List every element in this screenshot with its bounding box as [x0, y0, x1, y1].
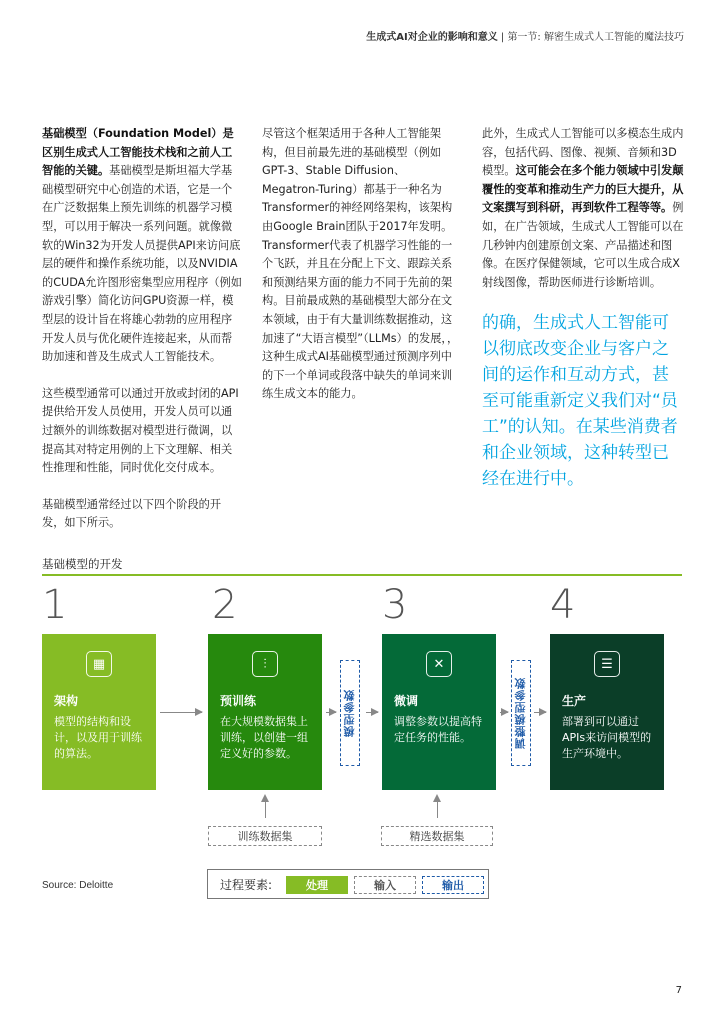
stage-box-production [550, 634, 664, 790]
stage-title: 架构 [54, 694, 79, 708]
input-box: 精选数据集 [381, 826, 493, 846]
legend-input: 输入 [354, 876, 416, 894]
stage-box-architecture [42, 634, 156, 790]
legend-output: 输出 [422, 876, 484, 894]
stage-number: 4 [550, 582, 576, 628]
source-note: Source: Deloitte [42, 880, 114, 891]
header-section: 第一节: 解密生成式人工智能的魔法技巧 [507, 32, 684, 43]
paragraph [482, 125, 684, 292]
paragraph: 基础模型通常经过以下四个阶段的开发，如下所示。 [42, 497, 222, 530]
paragraph: 这些模型通常可以通过开放或封闭的API提供给开发人员使用，开发人员可以通过额外的训练数据对模型进行微调，以提高其对特定用例的上下文理解、相关性推理和性能，同时优化交付成本。 [42, 386, 239, 475]
paragraph-text: 基础模型是斯坦福大学基础模型研究中心创造的术语，它是一个在广泛数据集上预先训练的机器学习模型，可以用于解决一系列问题。就像微软的Win32为开发人员提供API来访问底层的硬件和操作系统功能，以及NVIDIA的CUDA允许图形密集型应用程序（例如游戏引擎）简化访问GPU资源一样，模型层的设计旨在将雄心勃勃的应用程序开发人员与优化硬件连接起来，从而帮助加速和普及生成式人工智能技术。 [42, 164, 242, 364]
running-header [366, 28, 684, 43]
stage-title: 生产 [562, 694, 587, 708]
paragraph-text: 例如，在广告领域，生成式人工智能可以在几秒钟内创建原创文案、产品描述和图像。在医疗保健领域，它可以生成合成X射线图像，帮助医师进行诊断培训。 [482, 201, 684, 289]
sliders-icon: ⫶ [252, 651, 278, 677]
paragraph [42, 125, 242, 367]
text-column-2 [262, 125, 460, 422]
flow-arrow [500, 712, 508, 713]
header-chapter: 生成式AI对企业的影响和意义 [366, 32, 498, 43]
stage-description: 部署到可以通过APIs来访问模型的生产环境中。 [562, 715, 652, 760]
output-text: 调整模型参数 [514, 677, 527, 749]
flow-arrow [326, 712, 336, 713]
page-number: 7 [675, 985, 682, 996]
paragraph: 尽管这个框架适用于各种人工智能架构，但目前最先进的基础模型（例如GPT-3、Stable Diffusion、Megatron-Turing）都基于一种名为Transformer的神经网络架构，该架构由Google Brain团队于2017年发明。Transformer代表了机器学习性能的一个飞跃，并且在分配上下文、跟踪关系和预测结果方面的能力不同于先前的架构。目前最成熟的基础模型大部分在文本领域，由于有大量训练数据推动，这加速了“大语言模型”（LLMs）的发展，，这种生成式AI基础模型通过预测序列中的下一个单词或段落中缺失的单词来训练生成文本的能力。 [262, 127, 459, 401]
paragraph-text: 此外，生成式人工智能可以多模态生成内容，包括代码、图像、视频、音频和3D模型。 [482, 127, 684, 178]
stage-title: 预训练 [220, 694, 257, 708]
flow-arrow [366, 712, 378, 713]
stage-number: 3 [382, 582, 408, 628]
diagram-title: 基础模型的开发 [42, 557, 123, 571]
pull-quote: 的确，生成式人工智能可以彻底改变企业与客户之间的运作和互动方式，甚至可能重新定义我们对“员工”的认知。在某些消费者和企业领域，这种转型已经在进行中。 [482, 313, 678, 490]
tools-icon: ✕ [426, 651, 452, 677]
legend-process: 处理 [286, 876, 348, 894]
stage-box-pretraining [208, 634, 322, 790]
stage-description: 在大规模数据集上训练，以创建一组定义好的参数。 [220, 715, 308, 760]
server-icon: ☰ [594, 651, 620, 677]
input-arrow [437, 796, 438, 818]
stage-description: 调整参数以提高特定任务的性能。 [394, 715, 482, 744]
text-column-3 [482, 125, 684, 492]
stage-number: 1 [42, 582, 68, 628]
stage-description: 模型的结构和设计，以及用于训练的算法。 [54, 715, 142, 760]
bold-highlight: 这可能会在多个能力领域中引发颠覆性的变革和推动生产力的巨大提升，从文案撰写到科研，再到软件工程等等。 [482, 164, 684, 215]
bold-lead: 基础模型（Foundation Model）是区别生成式人工智能技术栈和之前人工智能的关键。 [42, 127, 234, 178]
output-label [511, 660, 531, 766]
stage-box-finetuning [382, 634, 496, 790]
stage-number: 2 [212, 582, 238, 628]
text-column-1 [42, 125, 242, 551]
flow-arrow [160, 712, 202, 713]
legend [207, 869, 489, 899]
input-box: 训练数据集 [208, 826, 322, 846]
legend-label: 过程要素: [220, 878, 273, 892]
stage-title: 微调 [394, 694, 419, 708]
header-separator: | [497, 32, 508, 43]
output-label [340, 660, 360, 766]
flow-arrow [534, 712, 546, 713]
brick-wall-icon: ▦ [86, 651, 112, 677]
output-text: 模型参数 [343, 689, 356, 737]
input-arrow [265, 796, 266, 818]
divider [42, 574, 682, 576]
